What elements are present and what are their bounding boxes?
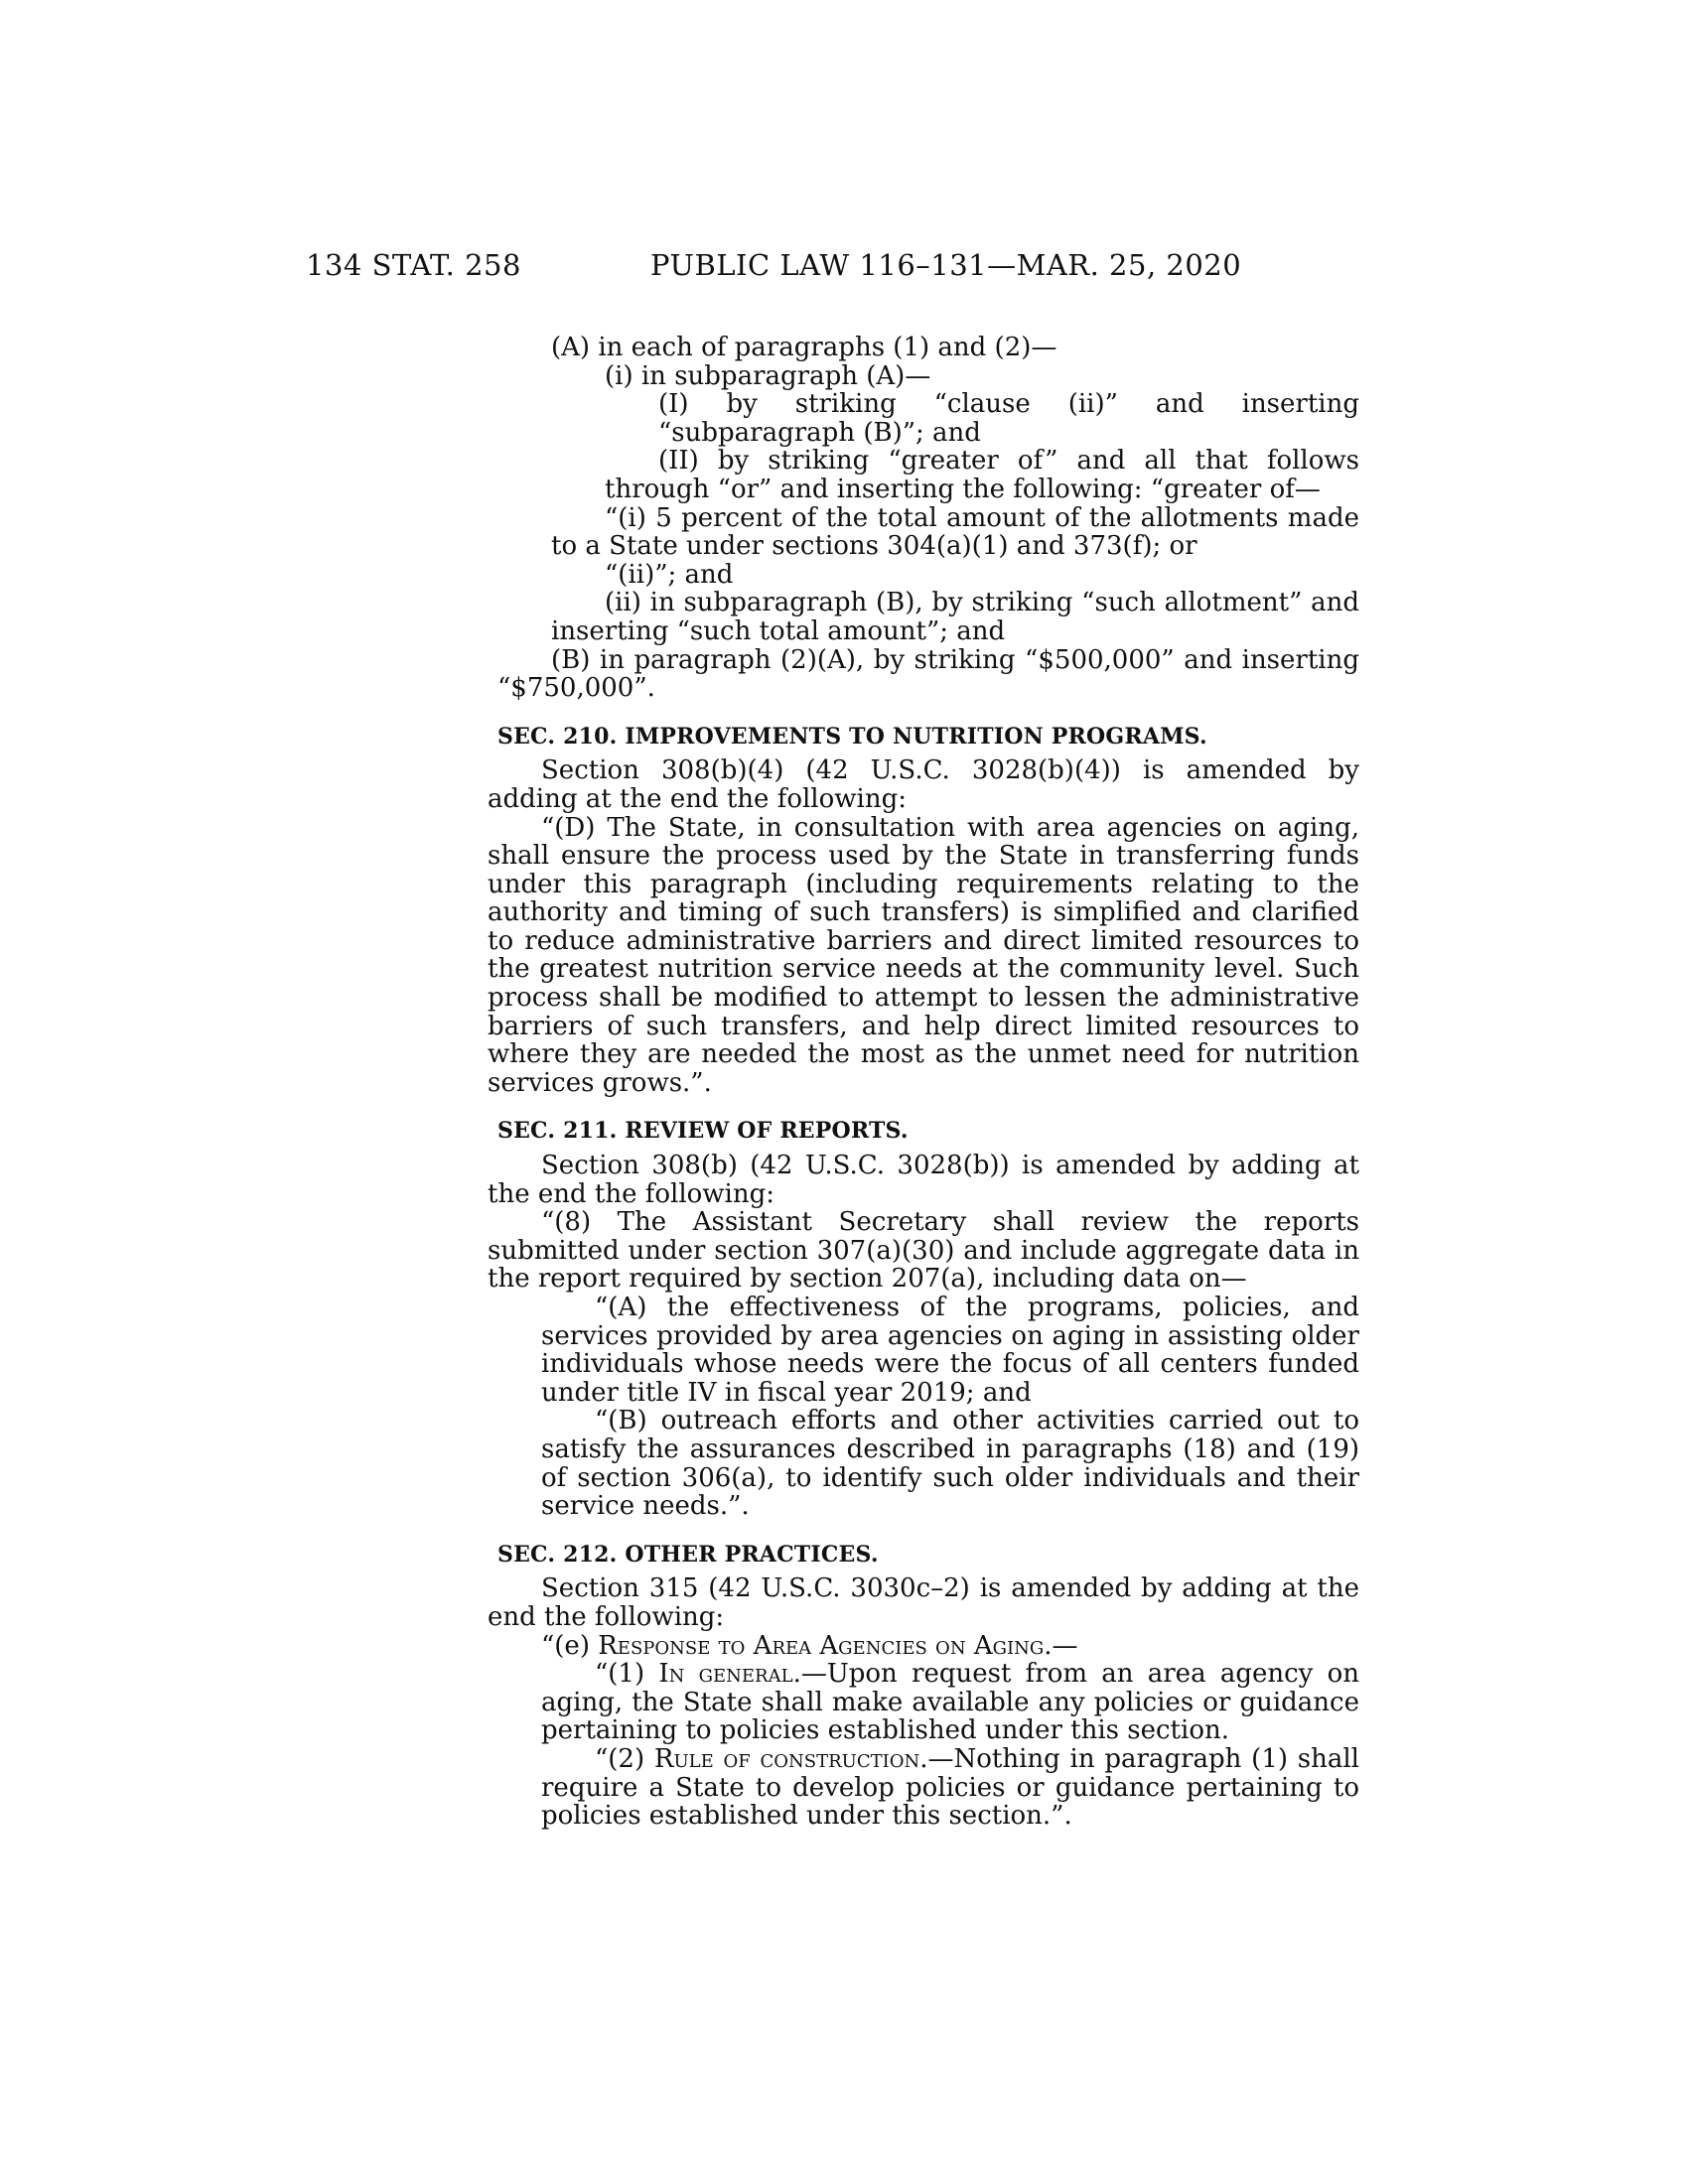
document-body [488, 333, 1359, 1832]
section-210-body: “(D) The State, in consultation with area agencies on aging, shall ensure the process used by the State in transferring funds under this paragraph (including requirements relating to the authority and timing of such transfers) is simplified and clarified to reduce administrative barriers and direct limited resources to the greatest nutrition service needs at the community level. Such process shall be modified to attempt to lessen the administrative barriers of such transfers, and help direct limited resources to where they are needed the most as the unmet need for nutrition services grows.”. [488, 812, 1359, 1098]
item-1-prefix: “(1) [595, 1659, 659, 1690]
section-210-intro: Section 308(b)(4) (42 U.S.C. 3028(b)(4)) is amended by adding at the end the following: [488, 755, 1359, 814]
amendment-a-i-II: (II) by striking “greater of” and all that follows through “or” and inserting the following: “greater of— [605, 446, 1359, 504]
amendment-a-i-I [497, 390, 1359, 447]
section-212-item-2 [497, 1745, 1359, 1831]
section-212-item-1 [497, 1660, 1359, 1745]
item-1-text: .—Upon request from an area agency on aging, the State shall make available any policies or guidance pertaining to policies established under this section. [541, 1659, 1359, 1746]
item-2-caption: Rule of construction [653, 1743, 920, 1774]
amendment-a: (A) in each of paragraphs (1) and (2)— [551, 333, 1057, 362]
page-header [0, 248, 1688, 288]
section-211-intro: Section 308(b) (42 U.S.C. 3028(b)) is amended by adding at the end the following: [488, 1151, 1359, 1209]
sub-e-caption: Response to Area Agencies on Aging [598, 1630, 1045, 1661]
section-211-sub-a: “(A) the effectiveness of the programs, policies, and services provided by area agencies on aging in assisting older individuals whose needs were the focus of all centers funded under title IV in fiscal year 2019; and [541, 1293, 1359, 1408]
section-210-heading: SEC. 210. IMPROVEMENTS TO NUTRITION PROGRAMS. [497, 723, 1207, 750]
amendment-a-i-I-text: (I) by striking “clause (ii)” and inserting “subparagraph (B)”; and [658, 389, 1359, 448]
stat-page-reference: 134 STAT. 258 [306, 248, 521, 282]
item-2-text: .—Nothing in paragraph (1) shall require a State to develop policies or guidance pertaining to policies established under this section.”. [541, 1743, 1359, 1832]
inserted-clause-i: “(i) 5 percent of the total amount of the allotments made to a State under sections 304(a)(1) and 373(f); or [551, 502, 1359, 562]
section-212-intro: Section 315 (42 U.S.C. 3030c–2) is amended by adding at the end the following: [488, 1573, 1359, 1632]
law-title-header: PUBLIC LAW 116–131—MAR. 25, 2020 [650, 248, 1242, 282]
item-1-caption: In general [658, 1659, 793, 1690]
inserted-clause-ii: “(ii)”; and [605, 559, 734, 590]
amendment-a-ii: (ii) in subparagraph (B), by striking “such allotment” and inserting “such total amount”; and [551, 588, 1359, 646]
item-2-prefix: “(2) [595, 1743, 654, 1774]
section-211-sub-b: “(B) outreach efforts and other activities carried out to satisfy the assurances described in paragraphs (18) and (19) of section 306(a), to identify such older individuals and their service needs.”. [541, 1406, 1359, 1522]
sub-e-prefix: “(e) [541, 1630, 599, 1661]
section-212-sub-e [497, 1632, 1359, 1661]
section-211-body: “(8) The Assistant Secretary shall review the reports submitted under section 307(a)(30) and include aggregate data in the report required by section 207(a), including data on— [488, 1207, 1359, 1295]
sub-e-suffix: .— [1044, 1630, 1078, 1661]
amendment-b: (B) in paragraph (2)(A), by striking “$500,000” and inserting “$750,000”. [497, 644, 1359, 704]
section-211-heading: SEC. 211. REVIEW OF REPORTS. [497, 1118, 909, 1145]
section-212-heading: SEC. 212. OTHER PRACTICES. [497, 1541, 879, 1568]
amendment-a-i: (i) in subparagraph (A)— [605, 360, 931, 391]
